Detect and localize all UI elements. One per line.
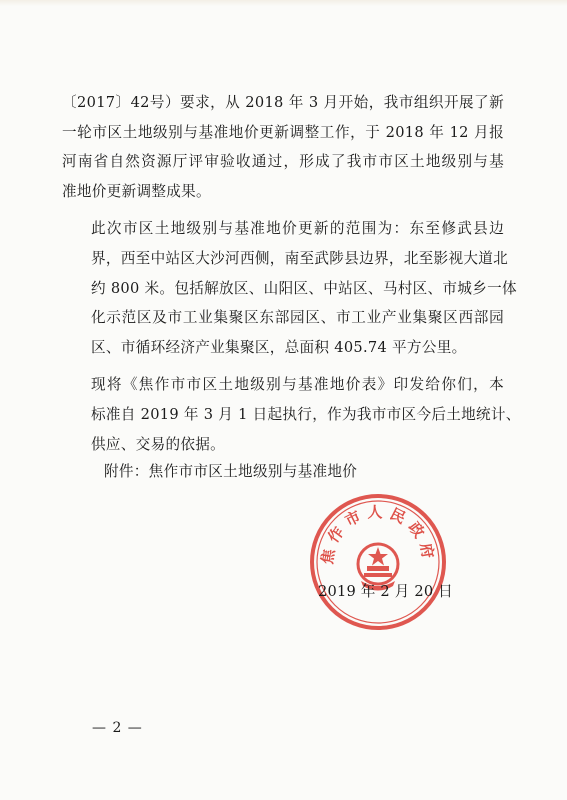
paragraph-3-line-1: 现将《焦作市市区土地级别与基准地价表》印发给你们，本 [91,376,504,394]
paragraph-1-line-4: 准地价更新调整成果。 [62,182,211,200]
paragraph-2-line-2: 界，西至中站区大沙河西侧，南至武陟县边界，北至影视大道北 [91,249,509,267]
paragraph-1-line-1: 〔2017〕42号）要求，从 2018 年 3 月开始，我市组织开展了新 [62,94,504,111]
paragraph-2-line-4: 化示范区及市工业集聚区东部园区、市工业产业集聚区西部园 [91,309,504,327]
paragraph-1-line-2: 一轮市区土地级别与基准地价更新调整工作，于 2018 年 12 月报 [62,123,504,141]
issue-date: 2019 年 2 月 20 日 [318,583,453,600]
paragraph-2-line-5: 区、市循环经济产业集聚区，总面积 405.74 平方公里。 [91,338,467,356]
paragraph-1 [62,88,504,206]
paragraph-1-line-3: 河南省自然资源厅评审验收通过，形成了我市市区土地级别与基 [62,153,504,171]
paragraph-3-line-3: 供应、交易的依据。 [91,435,226,453]
seal-text: 焦作市人民政府 [318,503,438,566]
paragraph-3 [62,370,521,459]
paragraph-2 [62,214,517,362]
paragraph-2-line-1: 此次市区土地级别与基准地价更新的范围为：东至修武县边 [91,220,504,238]
scan-edge [0,0,567,6]
paragraph-3-line-2: 标准自 2019 年 3 月 1 日起执行，作为我市市区今后土地统计、 [91,405,521,423]
official-seal [303,487,453,637]
document-body [62,88,521,467]
paragraph-2-line-3: 约 800 米。包括解放区、山阳区、中站区、马村区、市城乡一体 [91,279,517,297]
attachment-line: 附件：焦作市市区土地级别与基准地价 [104,463,358,480]
page-number: — 2 — [92,720,143,736]
